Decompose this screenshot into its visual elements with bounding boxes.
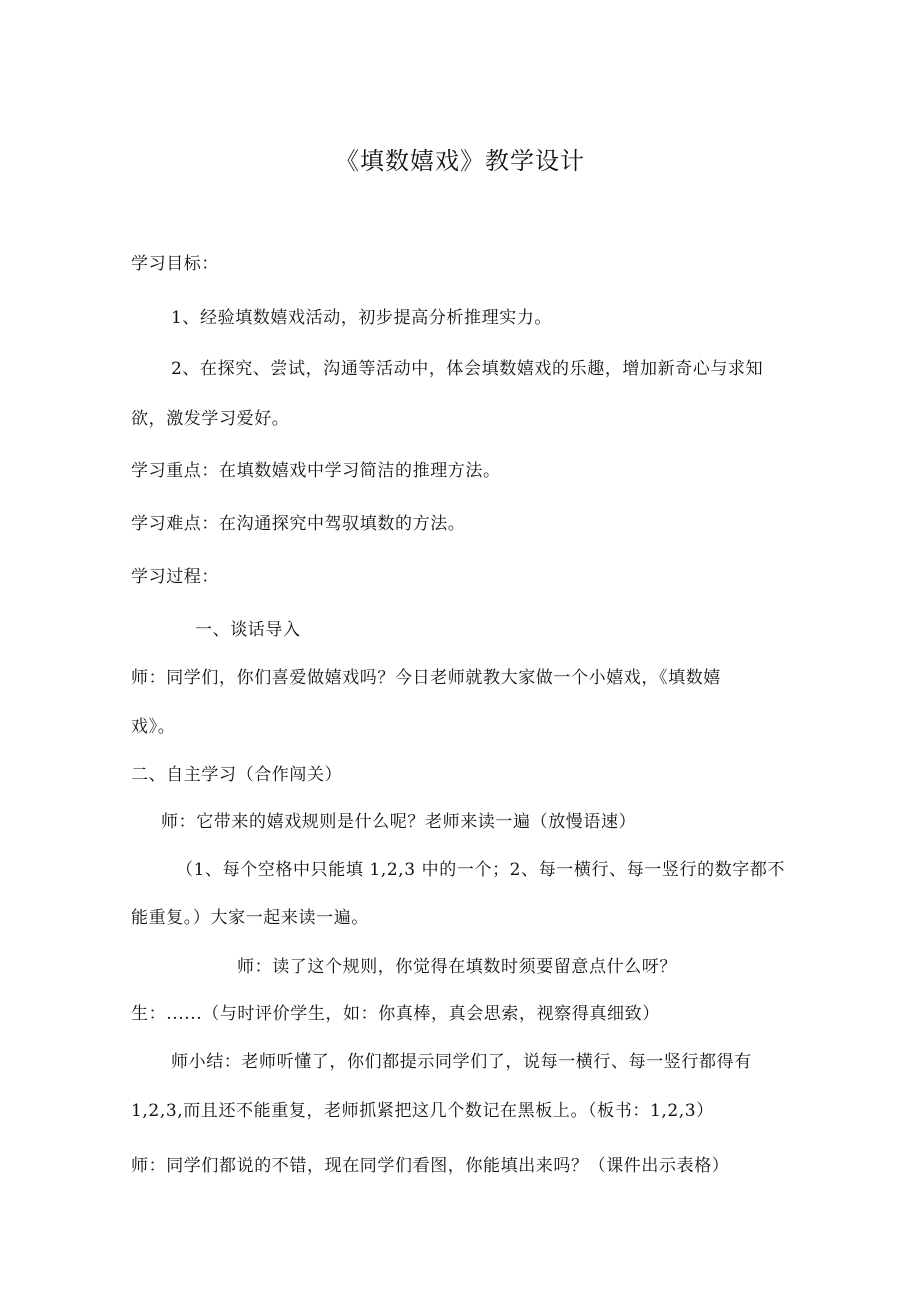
paragraph-line: 欲，激发学习爱好。 (131, 409, 290, 429)
document-title: 《填数嬉戏》教学设计 (335, 147, 585, 175)
paragraph-line: 师：同学们，你们喜爱做嬉戏吗？今日老师就教大家做一个小嬉戏，《填数嬉 (131, 668, 721, 688)
paragraph-line: 师：同学们都说的不错，现在同学们看图，你能填出来吗？（课件出示表格） (131, 1156, 730, 1176)
paragraph-line: 1,2,3,而且还不能重复，老师抓紧把这几个数记在黑板上。（板书：1,2,3） (131, 1101, 714, 1121)
paragraph-line: 师：读了这个规则，你觉得在填数时须要留意点什么呀？ (237, 957, 677, 977)
section-heading-self-study: 二、自主学习（合作闯关） (131, 765, 343, 785)
paragraph-line: 戏》。 (131, 717, 176, 737)
paragraph-line: 学习重点：在填数嬉戏中学习简洁的推理方法。 (131, 461, 501, 481)
paragraph-line: 1、经验填数嬉戏活动，初步提高分析推理实力。 (171, 308, 553, 328)
section-heading-intro: 一、谈话导入 (195, 620, 301, 640)
paragraph-line: （1、每个空格中只能填 1,2,3 中的一个；2、每一横行、每一竖行的数字都不 (176, 860, 786, 880)
section-heading-process: 学习过程： (131, 567, 219, 587)
section-heading-objectives: 学习目标： (131, 254, 219, 274)
paragraph-line: 师：它带来的嬉戏规则是什么呢？老师来读一遍（放慢语速） (161, 812, 637, 832)
paragraph-line: 学习难点：在沟通探究中驾驭填数的方法。 (131, 514, 466, 534)
paragraph-line: 师小结：老师听懂了，你们都提示同学们了，说每一横行、每一竖行都得有 (171, 1052, 752, 1072)
paragraph-line: 2、在探究、尝试，沟通等活动中，体会填数嬉戏的乐趣，增加新奇心与求知 (171, 359, 764, 379)
paragraph-line: 能重复。）大家一起来读一遍。 (131, 908, 369, 928)
paragraph-line: 生：......（与时评价学生，如：你真棒，真会思索，视察得真细致） (131, 1004, 660, 1024)
